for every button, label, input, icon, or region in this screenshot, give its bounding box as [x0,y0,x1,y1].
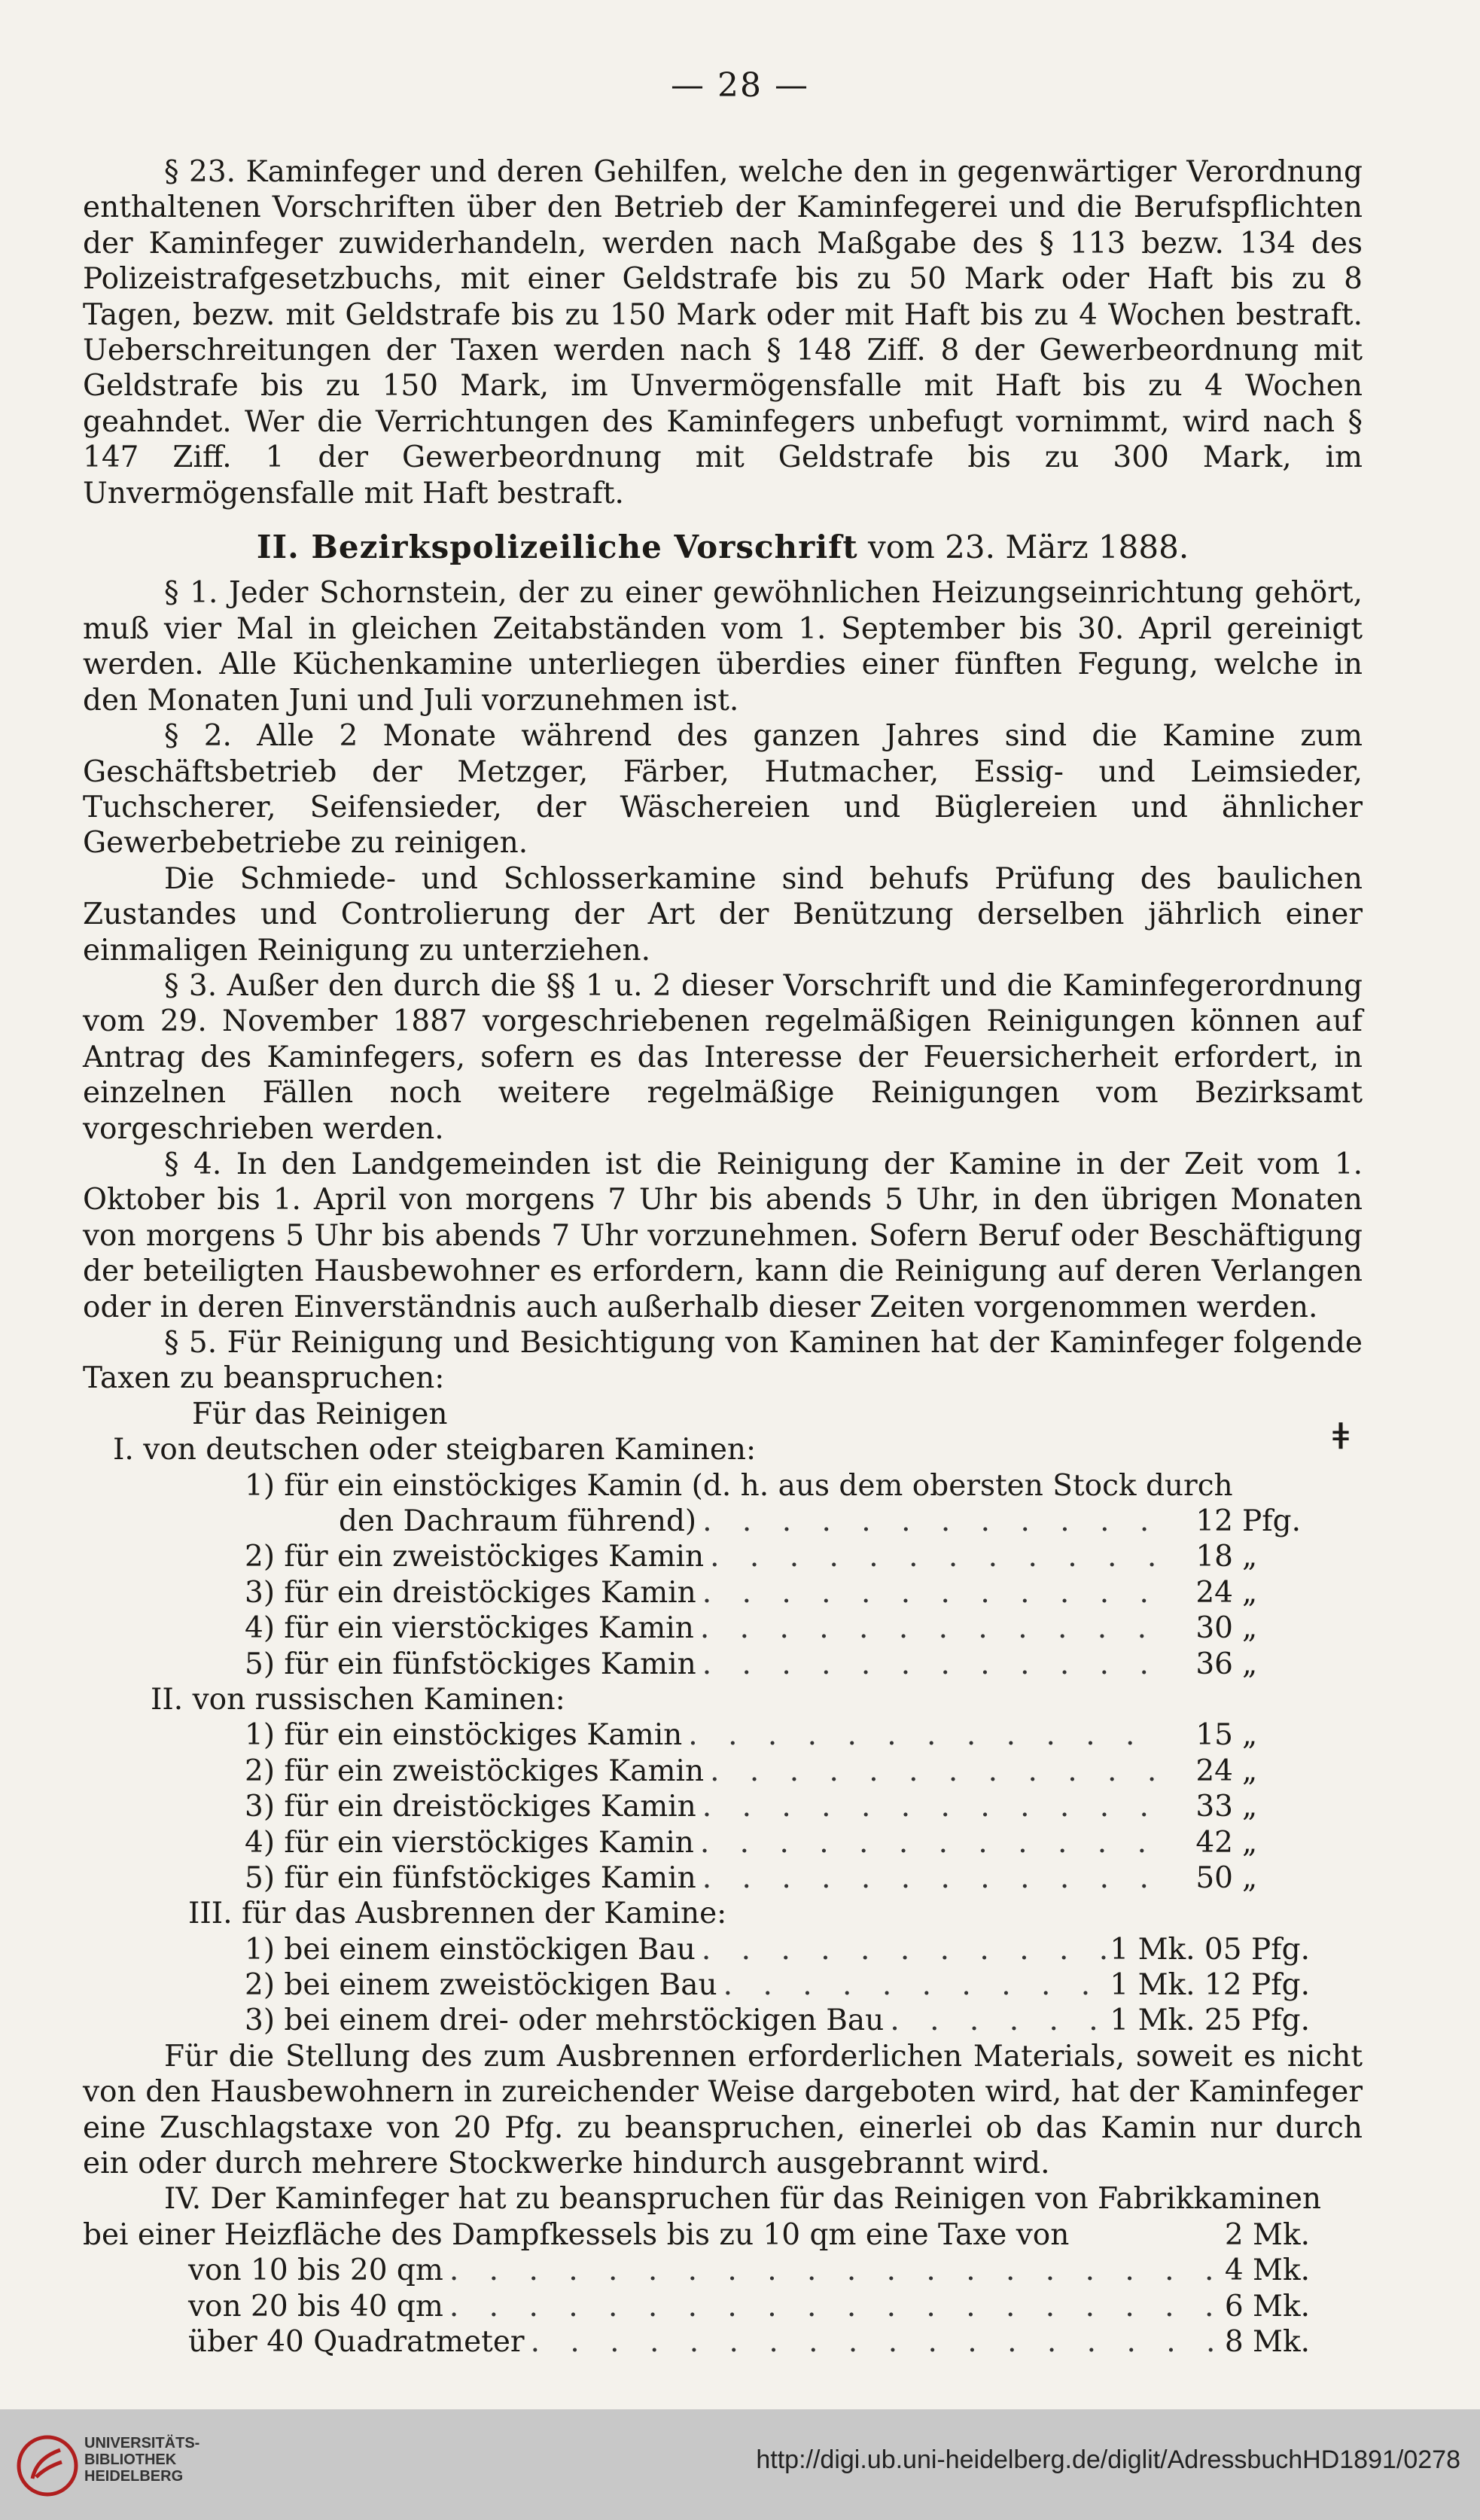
tariff-row [83,1468,1363,1504]
heading-title: II. Bezirkspolizeiliche Vorschrift [256,529,858,566]
tariff-label: 3) für ein dreistöckiges Kamin [245,1790,696,1824]
tariff-value: 12 [1195,1504,1233,1538]
tariff-row [83,1789,1363,1824]
tariff-row [83,2289,1363,2324]
tariff-unit: „ [1242,1647,1258,1681]
tariff-list [83,1397,1363,2039]
tariff-label: 4) für ein vierstöckiges Kamin [245,1825,694,1860]
tariff-label: 3) für ein dreistöckiges Kamin [245,1575,696,1610]
tariff-label: 1) bei einem einstöckigen Bau [245,1932,696,1967]
tariff-label: 2) für ein zweistöckiges Kamin [245,1540,705,1574]
tariff-label: 3) bei einem drei- oder mehrstöckigen Bau [245,2004,885,2038]
tariff-unit: Pfg. [1242,1504,1302,1538]
tariff-value: 8 Mk. [1224,2325,1310,2360]
tariff-intro: Für das Reinigen [192,1397,448,1431]
tariff-unit: „ [1242,1790,1258,1824]
tariff-row [83,1932,1363,1967]
tariff-label: 4) für ein vierstöckiges Kamin [245,1611,694,1646]
tariff-row [83,1754,1363,1789]
tariff-value: 4 Mk. [1224,2253,1310,2288]
tariff-value: 1 Mk. 25 Pfg. [1110,2004,1310,2038]
tariff-label: von 10 bis 20 qm [188,2253,443,2288]
library-logo-icon [14,2432,81,2500]
tariff-section-3-title: III. für das Ausbrennen der Kamine: [188,1897,727,1931]
tariff-value: 18 [1195,1540,1233,1574]
tariff-label: 5) für ein fünfstöckiges Kamin [245,1860,696,1895]
tariff-value: 1 Mk. 12 Pfg. [1110,1968,1310,2003]
page-number: — 28 — [671,66,809,105]
tariff-unit: „ [1242,1540,1258,1574]
tariff-row [83,2217,1363,2253]
tariff-unit: „ [1242,1825,1258,1860]
tariff-value: 1 Mk. 05 Pfg. [1110,1932,1310,1967]
tariff-label: bei einer Heizfläche des Dampfkessels bis zu 10 qm eine Taxe von [83,2217,1070,2252]
tariff-section-1-title: I. von deutschen oder steigbaren Kaminen: [113,1433,757,1467]
footer-bar [0,2409,1480,2520]
tariff-row [83,1539,1363,1574]
tariff-label: 5) für ein fünfstöckiges Kamin [245,1647,696,1681]
tariff-row [83,2003,1363,2038]
paragraph-material: Für die Stellung des zum Ausbrennen erforderlichen Materials, soweit es nicht von den Hausbewohnern in zureichender Weise dargeboten wird, hat der Kaminfeger eine Zuschlagstaxe von 20 Pfg. zu beanspruchen, einerlei ob das Kamin nur durch ein oder durch mehrere Stockwerke hindurch ausgebrannt wird. [83,2039,1363,2181]
tariff-unit: „ [1242,1611,1258,1646]
paragraph-iv: IV. Der Kaminfeger hat zu beanspruchen für das Reinigen von Fabrikkaminen [164,2182,1322,2217]
paragraph-s2-smiths: Die Schmiede- und Schlosserkamine sind behufs Prüfung des baulichen Zustandes und Controlierung der Art der Benützung derselben jährlich einer einmaligen Reinigung zu unterziehen. [83,861,1363,967]
tariff-row [83,1967,1363,2003]
library-logo-text: UNIVERSITÄTS- BIBLIOTHEK HEIDELBERG [84,2435,200,2485]
tariff-row [83,1575,1363,1610]
tariff-row [83,2324,1363,2360]
margin-mark: ǂ [1332,1415,1350,1458]
tariff-value: 2 Mk. [1224,2217,1310,2252]
tariff-value: 30 [1195,1611,1233,1646]
paragraph-s4: § 4. In den Landgemeinden ist die Reinigung der Kamine in der Zeit vom 1. Oktober bis 1. April von morgens 7 Uhr bis abends 5 Uhr, in den übrigen Monaten von morgens 5 Uhr bis abends 7 Uhr vorzunehmen. Sofern Beruf oder Beschäftigung der beteiligten Hausbewohner es erfordern, kann die Reinigung auf deren Verlangen oder in deren Einverständnis auch außerhalb dieser Zeiten vorgenommen werden. [83,1147,1363,1324]
tariff-value: 6 Mk. [1224,2289,1310,2323]
heading-date: vom 23. März 1888. [857,529,1189,566]
tariff-value: 36 [1195,1647,1233,1681]
paragraph-s23: § 23. Kaminfeger und deren Gehilfen, welche den in gegenwärtiger Verordnung enthaltenen Vorschriften über den Betrieb der Kaminfegerei und die Berufspflichten der Kaminfeger zuwiderhandeln, werden nach Maßgabe des § 113 bezw. 134 des Polizeistrafgesetzbuchs, mit einer Geldstrafe bis zu 50 Mark oder Haft bis zu 8 Tagen, bezw. mit Geldstrafe bis zu 150 Mark oder mit Haft bis zu 4 Wochen bestraft. Ueberschreitungen der Taxen werden nach § 148 Ziff. 8 der Gewerbeordnung mit Geldstrafe bis zu 150 Mark, im Unvermögensfalle mit Haft bis zu 4 Wochen geahndet. Wer die Verrichtungen des Kaminfegers unbefugt vornimmt, wird nach § 147 Ziff. 1 der Gewerbeordnung mit Geldstrafe bis zu 300 Mark, im Unvermögensfalle mit Haft bestraft. [83,155,1363,510]
tariff-value: 50 [1195,1860,1233,1895]
tariff-row [83,1717,1363,1753]
tariff-row [83,1504,1363,1539]
tariff-unit: „ [1242,1718,1258,1753]
paragraph-s3: § 3. Außer den durch die §§ 1 u. 2 dieser Vorschrift und die Kaminfegerordnung vom 29. November 1887 vorgeschriebenen regelmäßigen Reinigungen können auf Antrag des Kaminfegers, sofern es das Interesse der Feuersicherheit erfordert, in einzelnen Fällen noch weitere regelmäßige Reinigungen vom Bezirksamt vorgeschrieben werden. [83,968,1363,1146]
tariff-value: 24 [1195,1754,1233,1788]
tariff-value: 24 [1195,1575,1233,1610]
paragraph-s5: § 5. Für Reinigung und Besichtigung von Kaminen hat der Kaminfeger folgende Taxen zu beanspruchen: [83,1326,1363,1396]
tariff-row [83,1860,1363,1896]
tariff-row [83,1610,1363,1646]
tariff-label: von 20 bis 40 qm [188,2289,443,2323]
page-body [83,154,1363,2360]
paragraph-s1: § 1. Jeder Schornstein, der zu einer gewöhnlichen Heizungseinrichtung gehört, muß vier Mal in gleichen Zeitabständen vom 1. September bis 30. April gereinigt werden. Alle Küchenkamine unterliegen überdies einer fünften Fegung, welche in den Monaten Juni und Juli vorzunehmen ist. [83,576,1363,718]
tariff-label: 2) bei einem zweistöckigen Bau [245,1968,717,2003]
tariff-unit: „ [1242,1860,1258,1895]
tariff-label: 2) für ein zweistöckiges Kamin [245,1754,705,1788]
tariff-label: den Dachraum führend) [339,1504,697,1538]
tariff-label: 1) für ein einstöckiges Kamin (d. h. aus dem obersten Stock durch [245,1468,1233,1503]
tariff-label: 1) für ein einstöckiges Kamin [245,1718,683,1753]
paragraph-s2: § 2. Alle 2 Monate während des ganzen Jahres sind die Kamine zum Geschäftsbetrieb der Metzger, Färber, Hutmacher, Essig- und Leimsieder, Tuchscherer, Seifensieder, der Wäschereien und Büglereien und ähnlicher Gewerbebetriebe zu reinigen. [83,719,1363,861]
section-heading [83,529,1363,565]
tariff-unit: „ [1242,1575,1258,1610]
source-url[interactable]: http://digi.ub.uni-heidelberg.de/diglit/AdressbuchHD1891/0278 [756,2445,1460,2474]
tariff-section-2-title: II. von russischen Kaminen: [151,1682,565,1717]
tariff-row [83,1825,1363,1860]
tariff-unit: „ [1242,1754,1258,1788]
tariff-value: 15 [1195,1718,1233,1753]
tariff-row [83,2253,1363,2288]
tariff-label: über 40 Quadratmeter [188,2325,525,2360]
tariff-value: 42 [1195,1825,1233,1860]
tariff-row [83,1647,1363,1682]
tariff-value: 33 [1195,1790,1233,1824]
